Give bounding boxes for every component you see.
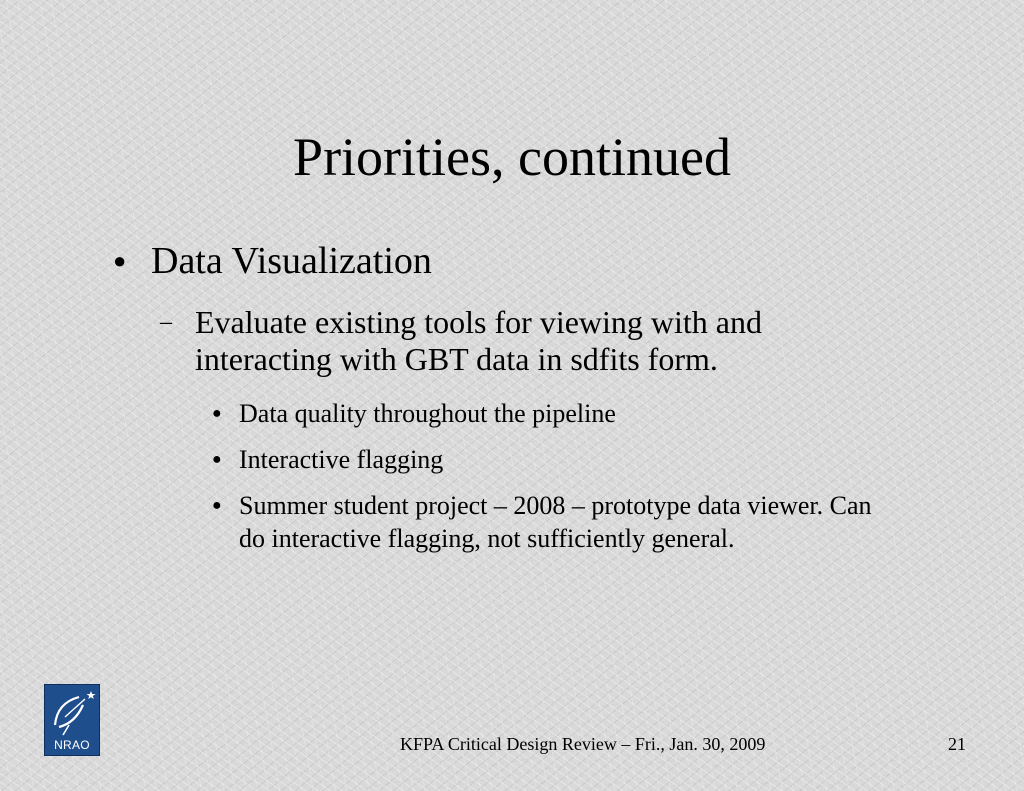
bullet-marker: ● (113, 248, 127, 273)
bullet-text: Summer student project – 2008 – prototype data viewer. Can do interactive flagging, not sufficiently general. (239, 491, 872, 553)
nrao-dish-logo-icon (45, 685, 101, 741)
bullet-text: Data Visualization (151, 240, 432, 282)
bullet-text: Interactive flagging (239, 445, 444, 474)
bullet-marker: ● (212, 405, 222, 422)
page-number: 21 (948, 734, 966, 754)
slide-title: Priorities, continued (293, 127, 731, 187)
nrao-logo (44, 684, 100, 756)
bullet-text: Evaluate existing tools for viewing with and interacting with GBT data in sdfits form. (195, 304, 762, 377)
bullet-text: Data quality throughout the pipeline (239, 399, 616, 428)
dash-marker: – (160, 309, 172, 335)
logo-text: NRAO (54, 738, 90, 752)
bullet-marker: ● (212, 451, 222, 468)
footer-text: KFPA Critical Design Review – Fri., Jan. 30, 2009 (400, 734, 766, 754)
bullet-marker: ● (212, 497, 222, 514)
